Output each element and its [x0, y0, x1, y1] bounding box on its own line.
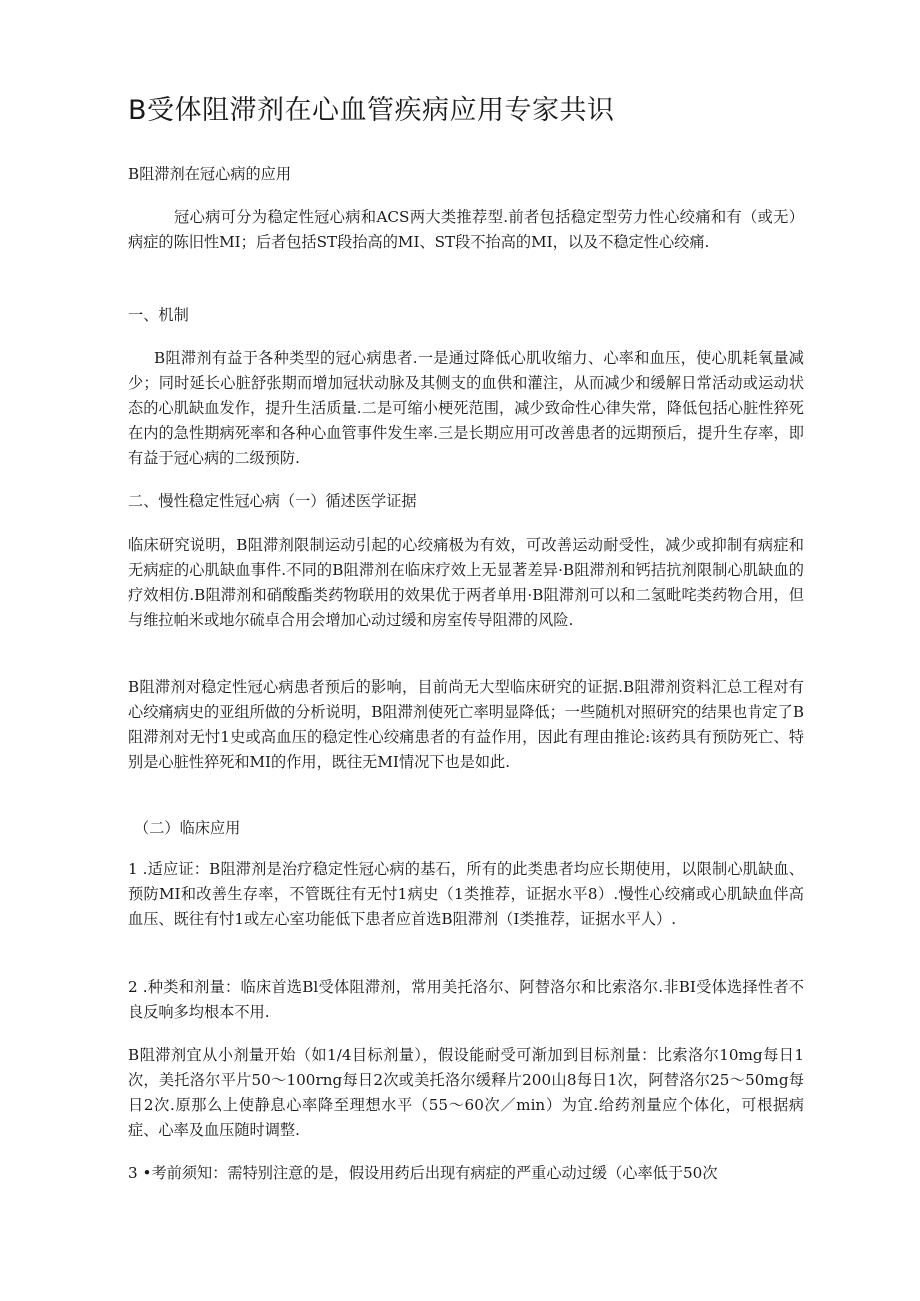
evidence-paragraph-1: 临床研究说明，B阻滞剂限制运动引起的心绞痛极为有效，可改善运动耐受性，减少或抑制有病症和无病症的心肌缺血事件.不同的B阻滞剂在临床疗效上无显著差异·B阻滞剂和钙拮抗剂限制心肌缺血的疗效相仿.B阻滞剂和硝酸酯类药物联用的效果优于两者单用·B阻滞剂可以和二氢毗咤类药物合用，但与维拉帕米或地尔硫卓合用会增加心动过缓和房室传导阻滞的风险. [128, 536, 804, 629]
heading-clinical-use: （二）临床应用 [134, 819, 241, 837]
heading-mechanism: 一、机制 [128, 306, 189, 324]
intro-paragraph: 冠心病可分为稳定性冠心病和ACS两大类推荐型.前者包括稳定型劳力性心绞痛和有（或无）病症的陈旧性MI；后者包括ST段抬高的MI、ST段不抬高的MI，以及不稳定性心绞痛. [128, 208, 804, 251]
evidence-paragraph-2: B阻滞剂对稳定性冠心病患者预后的影响，目前尚无大型临床研究的证据.B阻滞剂资料汇总工程对有心绞痛病史的亚组所做的分析说明，B阻滞剂使死亡率明显降低；一些随机对照研究的结果也肯定了B阻滞剂对无忖1史或高血压的稳定性心绞痛患者的有益作用，因此有理由推论:该药具有预防死亡、特别是心脏性猝死和MI的作用，既往无MI情况下也是如此. [128, 678, 804, 771]
dosage-paragraph: B阻滞剂宜从小剂量开始（如1/4目标剂量），假设能耐受可渐加到目标剂量：比索洛尔10mg每日1次，美托洛尔平片50～100rng每日2次或美托洛尔缓释片200山8每日1次，阿替洛尔25～50mg每日2次.原那么上使静息心率降至理想水平（55～60次／min）为宜.给药剂量应个体化，可根据病症、心率及血压随时调整. [128, 1046, 804, 1139]
indication-paragraph: 1 .适应证：B阻滞剂是治疗稳定性冠心病的基石，所有的此类患者均应长期使用，以限制心肌缺血、预防MI和改善生存率，不管既往有无忖1病史（1类推荐，证据水平8）.慢性心绞痛或心肌缺血伴高血压、既往有忖1或左心室功能低下患者应首选B阻滞剂（I类推荐，证据水平人）. [128, 860, 804, 928]
section-title: B阻滞剂在冠心病的应用 [128, 165, 292, 183]
precautions-paragraph: 3 •考前须知：需特别注意的是，假设用药后出现有病症的严重心动过缓（心率低于50次 [128, 1164, 718, 1182]
mechanism-paragraph: B阻滞剂有益于各种类型的冠心病患者.一是通过降低心肌收缩力、心率和血压，使心肌耗氧量减少；同时延长心脏舒张期而增加冠状动脉及其侧支的血供和灌注，从而减少和缓解日常活动或运动状态的心肌缺血发作，提升生活质量.二是可缩小梗死范围，减少致命性心律失常，降低包括心脏性猝死在内的急性期病死率和各种心血管事件发生率.三是长期应用可改善患者的远期预后，提升生存率，即有益于冠心病的二级预防. [128, 349, 804, 467]
drug-types-paragraph: 2 .种类和剂量：临床首选Bl受体阻滞剂，常用美托洛尔、阿替洛尔和比索洛尔.非BI受体选择性者不良反响多均根本不用. [128, 978, 804, 1021]
document-title: B受体阻滞剂在心血管疾病应用专家共识 [128, 95, 615, 126]
heading-stable-chd: 二、慢性稳定性冠心病（一）循述医学证据 [128, 492, 417, 510]
